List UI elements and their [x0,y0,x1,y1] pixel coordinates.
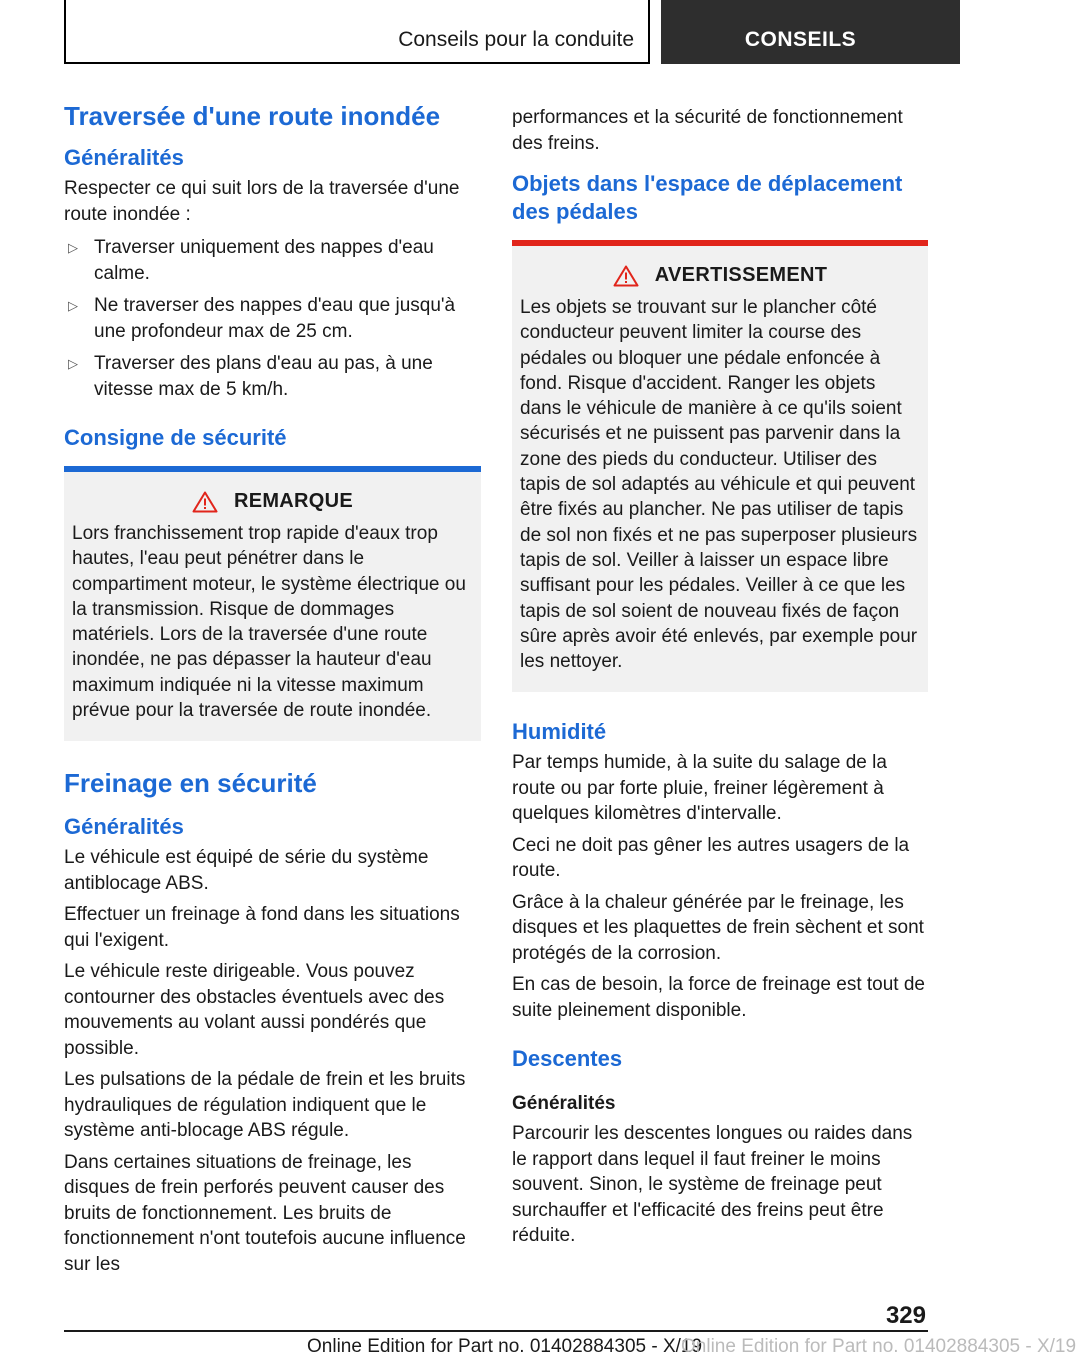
header-bottom-rule [64,62,650,64]
header-section-tab [661,0,960,64]
safety-heading: Consigne de sécurité [64,425,287,450]
header-chapter-title: Conseils pour la conduite [398,28,634,51]
braking-paragraph: Les pulsations de la pédale de frein et les bruits hydrauliques de régulation indiquent que le système anti-blocage ABS régule. [64,1069,466,1142]
bullet-text: Traverser uniquement des nappes d'eau calme. [94,237,434,284]
descents-general-heading: Généralités [512,1093,616,1115]
humidity-paragraph: Ceci ne doit pas gêner les autres usagers de la route. [512,834,910,882]
braking-paragraph: Le véhicule reste dirigeable. Vous pouvez contourner des obstacles éventuels avec des mouvements au volant aussi pondérés que possible. [64,961,445,1059]
warning-title: AVERTISSEMENT [654,264,828,286]
braking-paragraph: Effectuer un freinage à fond dans les situations qui l'exigent. [64,904,460,951]
braking-title: Freinage en sécurité [64,768,317,799]
list-item [64,351,481,402]
triangle-bullet-icon: ▷ [68,240,78,255]
page-number: 329 [885,1302,926,1329]
continued-text: performances et la sécurité de fonctionnement des freins. [512,107,903,154]
footer-watermark: Online Edition for Part no. 01402884305 - X/19 [681,1336,1076,1357]
list-item [64,235,481,286]
warning-box [512,240,928,692]
triangle-bullet-icon: ▷ [68,298,78,313]
remark-text: Lors franchissement trop rapide d'eaux trop hautes, l'eau peut pénétrer dans le compartiment moteur, le système électrique ou la transmission. Risque de dommages matériels. Lors de la traversée d'une route inondée, ne pas dépasser la hauteur d'eau maximum indiquée ni la vitesse maximum prévue pour la traversée de route inondée. [72,523,466,722]
flood-bullet-list [64,235,481,402]
descents-heading: Descentes [512,1046,623,1072]
pedal-heading: Objets dans l'espace de déplacement des pédales [512,171,903,224]
footer-edition: Online Edition for Part no. 01402884305 - X/19 [307,1336,703,1357]
remark-header [72,490,473,513]
header-left-rule [64,0,66,64]
right-column [512,105,928,1249]
descents-text: Parcourir les descentes longues ou raides dans le rapport dans lequel il faut freiner le moins souvent. Sinon, le système de freinage peut surchauffer et l'efficacité des freins peut être réduite. [512,1123,913,1247]
bullet-text: Ne traverser des nappes d'eau que jusqu'à une profondeur max de 25 cm. [94,295,456,342]
header-section-label: CONSEILS [744,28,857,51]
remark-box [64,466,481,741]
bullet-text: Traverser des plans d'eau au pas, à une vitesse max de 5 km/h. [94,353,433,400]
footer-rule [64,1330,928,1332]
page-header [0,0,960,66]
flood-general-text: Respecter ce qui suit lors de la traversée d'une route inondée : [64,178,460,225]
humidity-paragraph: Grâce à la chaleur générée par le freinage, les disques et les plaquettes de frein sèchent et sont protégés de la corrosion. [512,891,924,964]
left-column [64,100,481,1277]
triangle-bullet-icon: ▷ [68,356,78,371]
flood-general-heading: Généralités [64,145,184,170]
humidity-heading: Humidité [512,719,607,745]
warning-triangle-icon [192,491,218,513]
braking-paragraph: Dans certaines situations de freinage, les disques de frein perforés peuvent causer des bruits de fonctionnement. Les bruits de fonctionnement n'ont toutefois aucune influence sur les [64,1151,466,1275]
remark-title: REMARQUE [233,490,354,512]
humidity-paragraph: Par temps humide, à la suite du salage de la route ou par forte pluie, freiner légèrement à quelques kilomètres d'intervalle. [512,752,887,825]
warning-text: Les objets se trouvant sur le plancher côté conducteur peuvent limiter la course des pédales ou bloquer une pédale enfoncée à fond. Risque d'accident. Ranger les objets dans le véhicule de manière à ce qu'ils soient sécurisés et ne puissent pas parvenir dans la zone des pieds du conducteur. Utiliser des tapis de sol adaptés au véhicule et qui peuvent être fixés au plancher. Ne pas utiliser de tapis de sol non fixés et ne pas superposer plusieurs tapis de sol. Veiller à laisser un espace libre suffisant pour les pédales. Veiller à ce que les tapis de sol soient de nouveau fixés de façon sûre après avoir été enlevés, par exemple pour les nettoyer. [520,297,918,673]
flood-crossing-title: Traversée d'une route inondée [64,101,441,131]
braking-paragraph: Le véhicule est équipé de série du système antiblocage ABS. [64,847,429,894]
list-item [64,293,481,344]
humidity-paragraph: En cas de besoin, la force de freinage est tout de suite pleinement disponible. [512,974,925,1021]
header-mid-rule [648,0,650,64]
braking-general-heading: Généralités [64,814,184,840]
warning-header [520,264,920,287]
warning-triangle-icon [613,265,639,287]
